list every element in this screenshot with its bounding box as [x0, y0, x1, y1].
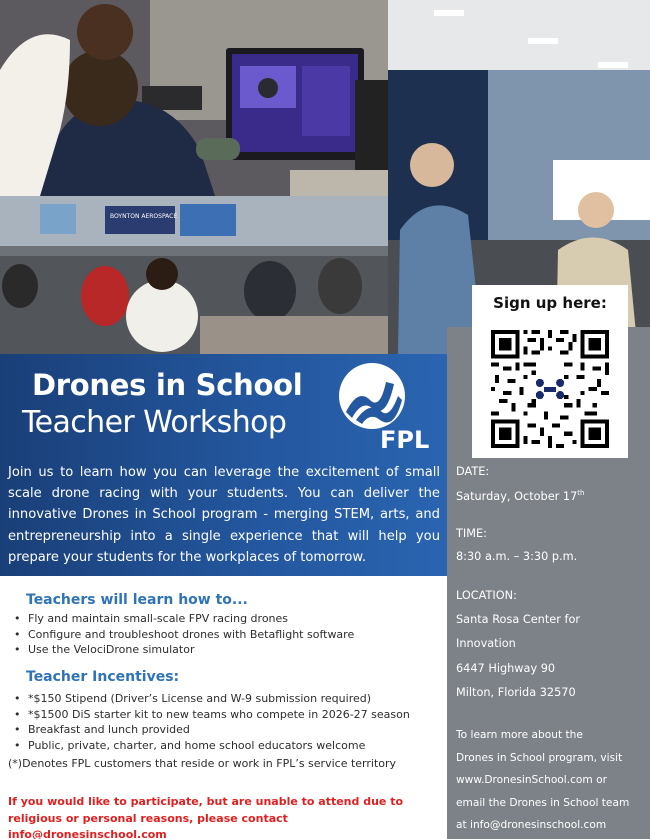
date-value	[456, 489, 584, 503]
list-item: • Breakfast and lunch provided	[14, 722, 410, 738]
fpl-logo-text: FPL	[380, 426, 430, 452]
qr-code-graphic	[491, 330, 609, 448]
location-line: Innovation	[456, 637, 516, 650]
learn-heading: Teachers will learn how to...	[26, 592, 248, 608]
location-label: LOCATION:	[456, 589, 517, 602]
fpl-logo	[336, 360, 440, 452]
more-info-email[interactable]: at info@dronesinschool.com	[456, 819, 607, 831]
photo-teacher-at-simulator	[0, 0, 388, 196]
time-label: TIME:	[456, 527, 487, 540]
photo-teacher-at-simulator-illustration	[0, 0, 388, 196]
location-line: 6447 Highway 90	[456, 662, 556, 675]
list-item: • Public, private, charter, and home school educators welcome	[14, 738, 410, 754]
page-title: Drones in School	[32, 368, 303, 402]
photo-classroom	[0, 196, 388, 354]
list-item: • *$150 Stipend (Driver’s License and W-9 submission required)	[14, 691, 410, 707]
list-item: • *$1500 DiS starter kit to new teams who compete in 2026-27 season	[14, 707, 410, 723]
signup-title: Sign up here:	[493, 294, 607, 312]
more-info-line: To learn more about the	[456, 729, 583, 741]
incentives-list	[14, 691, 410, 754]
more-info-line: email the Drones in School team	[456, 796, 630, 809]
list-item: • Configure and troubleshoot drones with Betaflight software	[14, 627, 354, 643]
page-subtitle: Teacher Workshop	[22, 405, 287, 440]
incentives-footnote: (*)Denotes FPL customers that reside or work in FPL’s service territory	[8, 757, 397, 770]
more-info-line: Drones in School program, visit	[456, 751, 623, 764]
more-info-link[interactable]: www.DronesinSchool.com or	[456, 774, 607, 786]
participate-notice: If you would like to participate, but are unable to attend due to religious or personal reasons, please contact info@dronesinschool.com	[8, 795, 404, 839]
learn-list	[14, 611, 354, 658]
location-line: Santa Rosa Center for	[456, 613, 580, 626]
qr-code-icon[interactable]	[491, 330, 609, 448]
date-suffix: th	[577, 489, 585, 497]
date-label: DATE:	[456, 465, 490, 478]
list-item: • Fly and maintain small-scale FPV racing drones	[14, 611, 354, 627]
fpl-logo-icon	[336, 360, 440, 452]
incentives-heading: Teacher Incentives:	[26, 669, 180, 685]
photo-classroom-illustration	[0, 196, 388, 354]
list-item: • Use the VelociDrone simulator	[14, 642, 354, 658]
date-value-text: Saturday, October 17	[456, 489, 578, 503]
more-info	[456, 724, 629, 837]
location-line: Milton, Florida 32570	[456, 686, 576, 699]
classroom-banner-text: BOYNTON AEROSPACE	[110, 213, 178, 220]
time-value: 8:30 a.m. – 3:30 p.m.	[456, 550, 578, 563]
intro-paragraph: Join us to learn how you can leverage the excitement of small scale drone racing with your students. You can deliver the innovative Drones in School program - merging STEM, arts, and entrepreneurship into a single experience that will help you prepare your students for the workplaces of tomorrow.	[8, 465, 440, 565]
